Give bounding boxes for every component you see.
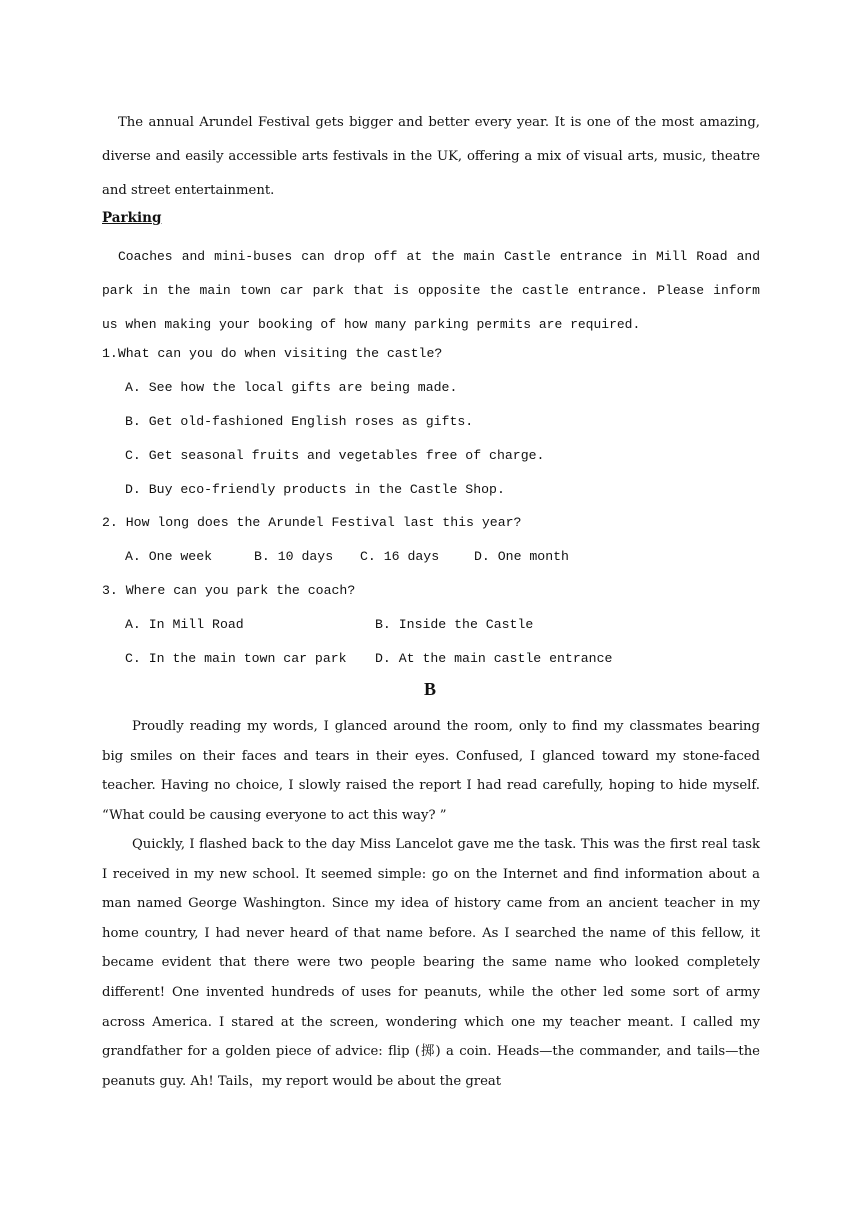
question-2-option-c: C. 16 days: [360, 549, 440, 564]
question-1-option-c: C. Get seasonal fruits and vegetables free of charge.: [125, 448, 545, 463]
passage-b-paragraph-1: Proudly reading my words, I glanced around the room, only to find my classmates bearing big smiles on their faces and tears in their eyes. Confused, I glanced toward my stone-faced teacher. Having no choice, I slowly raised the report I had read carefully, hoping to hide myself. “What could be causing everyone to act this way? ”: [102, 719, 760, 823]
question-2-stem: 2. How long does the Arundel Festival last this year?: [102, 515, 522, 530]
parking-heading: Parking: [102, 210, 162, 226]
question-1-option-a: A. See how the local gifts are being made.: [125, 380, 458, 395]
question-3-option-c: C. In the main town car park: [125, 651, 347, 666]
question-1-stem: 1.What can you do when visiting the castle?: [102, 346, 443, 361]
question-3-option-d: D. At the main castle entrance: [375, 651, 613, 666]
passage-b-paragraph-2: Quickly, I flashed back to the day Miss Lancelot gave me the task. This was the first real task I received in my new school. It seemed simple: go on the Internet and find information about a man named George Washington. Since my idea of history came from an ancient teacher in my home country, I had never heard of that name before. As I searched the name of this fellow, it became evident that there were two people bearing the same name who looked completely different! One invented hundreds of uses for peanuts, while the other led some sort of army across America. I stared at the screen, wondering which one my teacher meant. I called my grandfather for a golden piece of advice: flip (掷) a coin. Heads—the commander, and tails—the peanuts guy. Ah! Tails，my report would be about the great: [102, 837, 760, 1089]
question-3-option-a: A. In Mill Road: [125, 617, 244, 632]
question-2-option-b: B. 10 days: [254, 549, 334, 564]
question-2-option-d: D. One month: [474, 549, 569, 564]
question-3-stem: 3. Where can you park the coach?: [102, 583, 356, 598]
question-1-option-d: D. Buy eco-friendly products in the Castle Shop.: [125, 482, 505, 497]
passage-a-intro: The annual Arundel Festival gets bigger and better every year. It is one of the most amazing, diverse and easily accessible arts festivals in the UK, offering a mix of visual arts, music, theatre and street entertainment.: [102, 115, 760, 198]
parking-paragraph: Coaches and mini-buses can drop off at the main Castle entrance in Mill Road and park in the main town car park that is opposite the castle entrance. Please inform us when making your booking of how many parking permits are required.: [102, 249, 760, 332]
question-3-option-b: B. Inside the Castle: [375, 617, 534, 632]
question-2-option-a: A. One week: [125, 549, 213, 564]
question-1-option-b: B. Get old-fashioned English roses as gifts.: [125, 414, 474, 429]
passage-b-title: B: [423, 679, 436, 699]
